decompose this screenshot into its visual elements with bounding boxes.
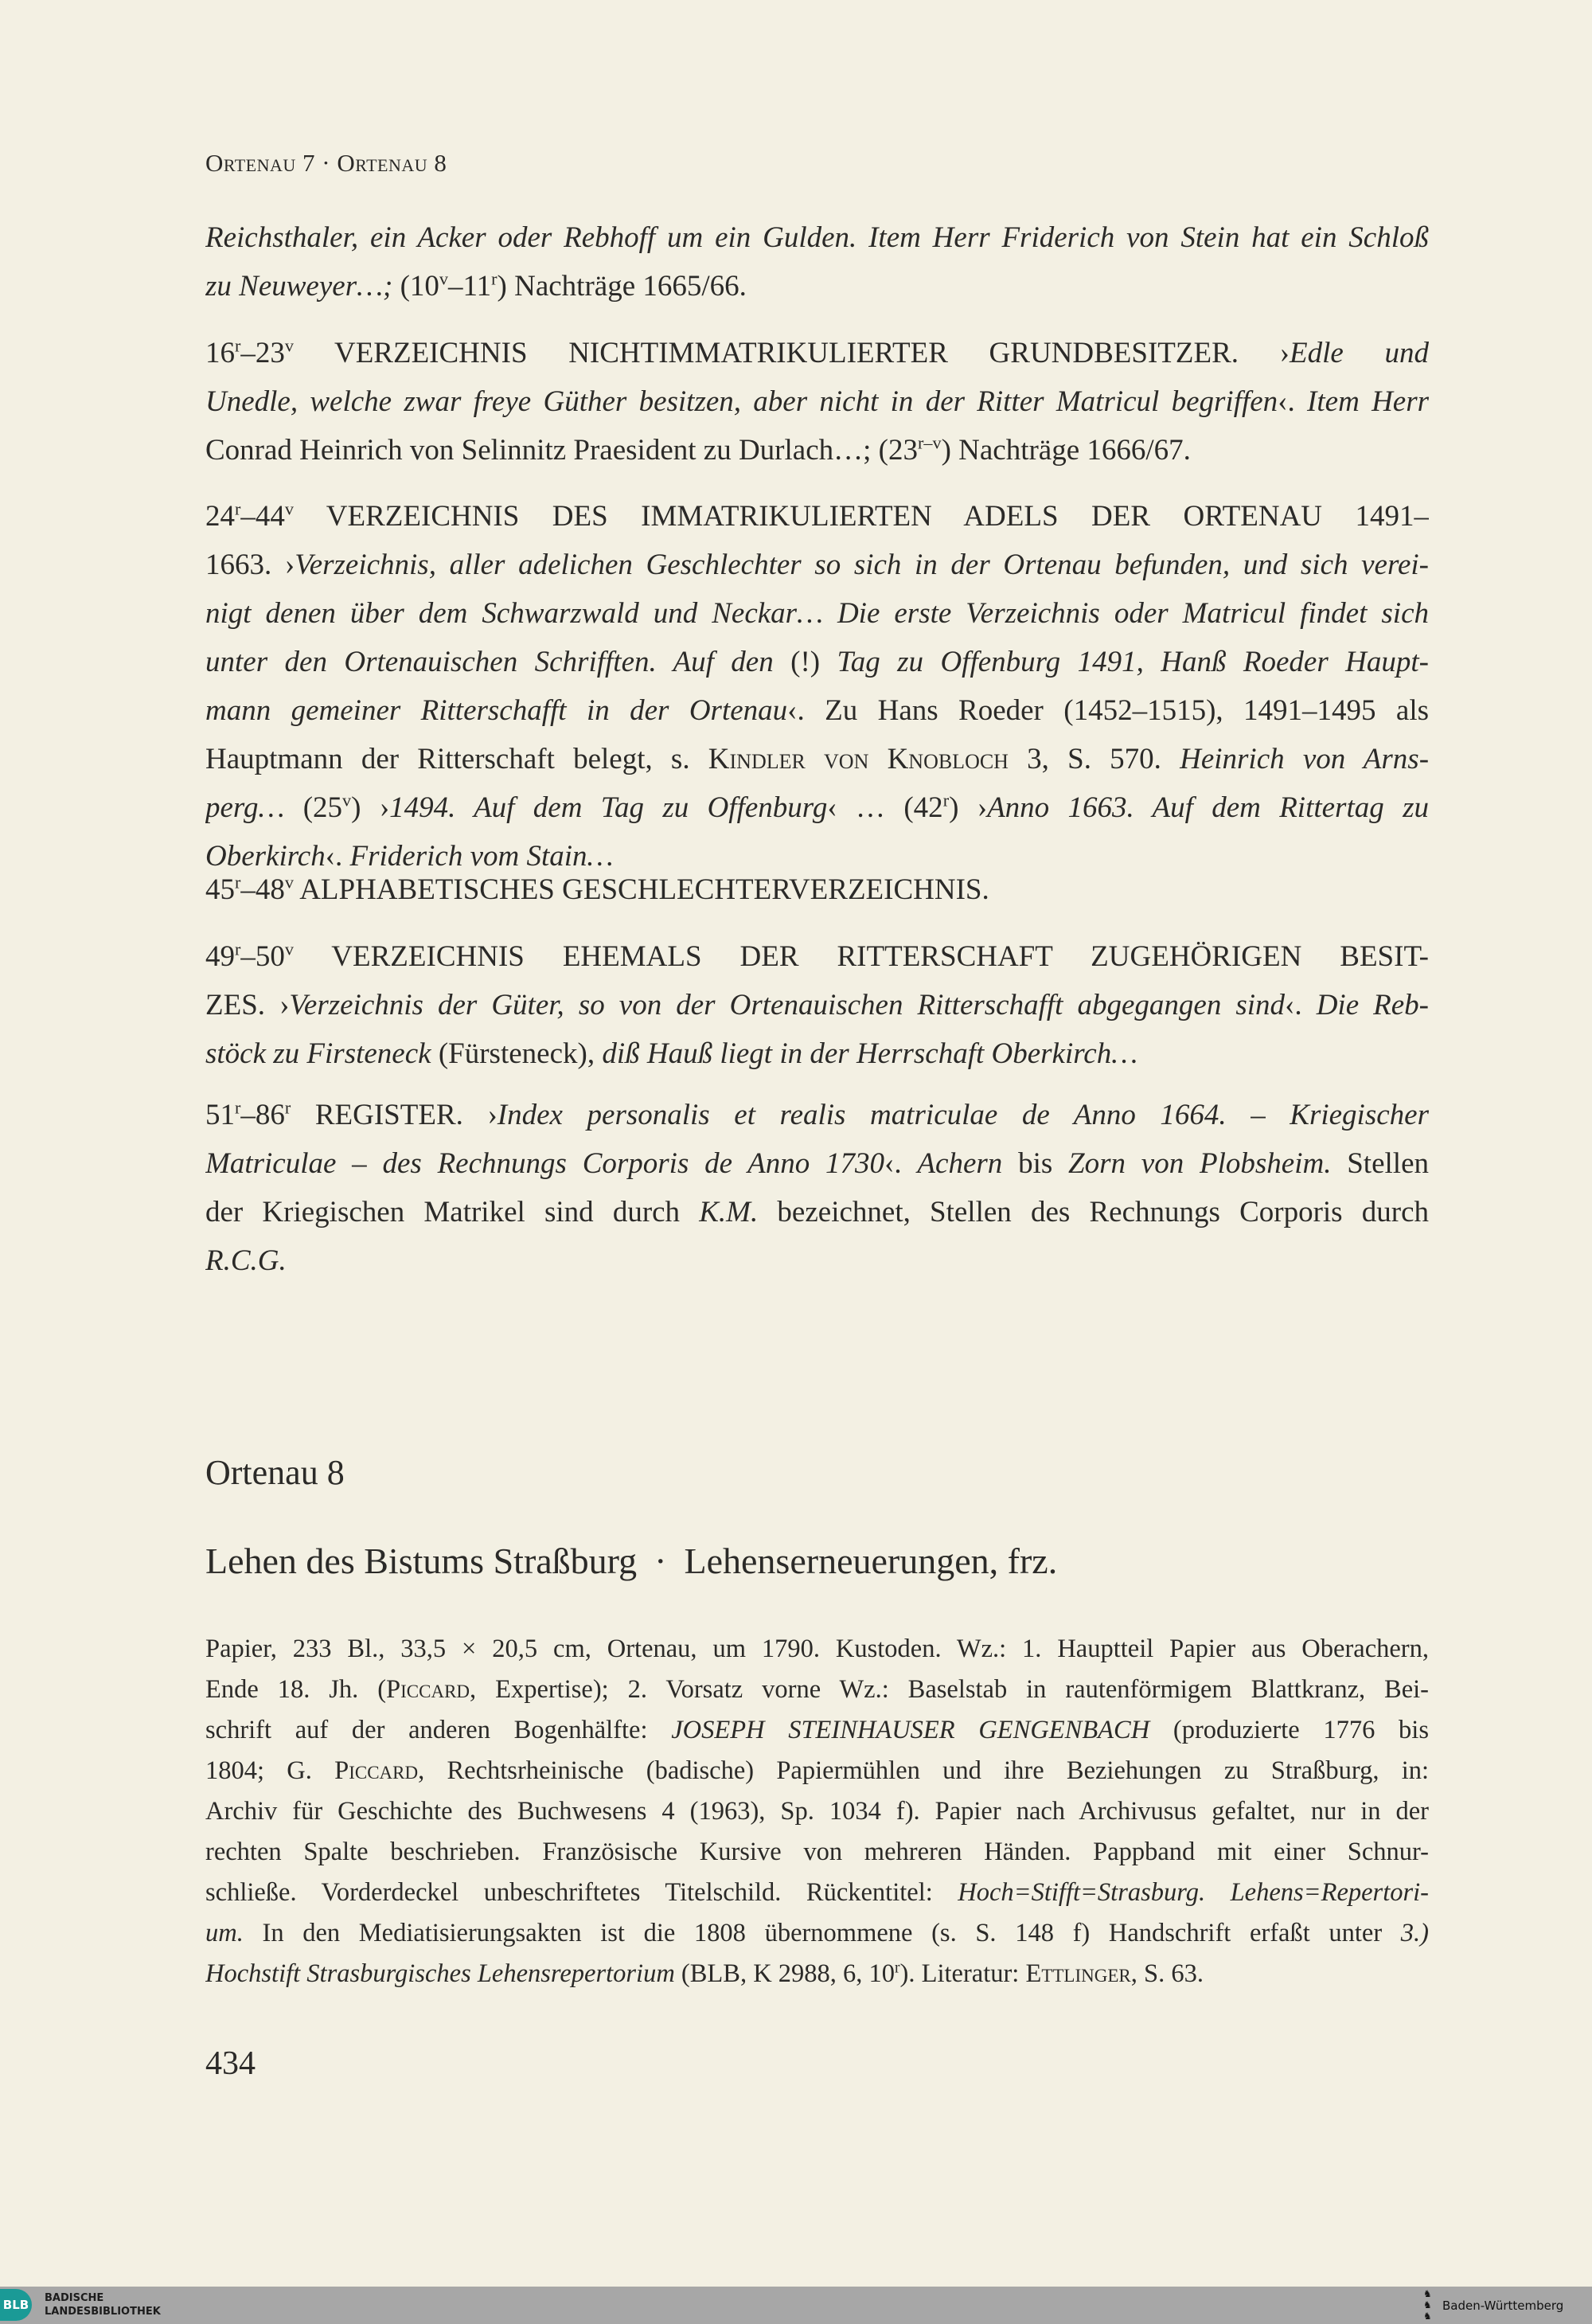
text-run: der Kriegischen Matrikel sind durch xyxy=(205,1196,700,1228)
folio-superscript: v xyxy=(284,939,294,959)
text-line xyxy=(205,1139,1429,1188)
text-run: Stellen xyxy=(1331,1147,1429,1180)
text-run: R.C.G. xyxy=(205,1244,287,1277)
text-run: Piccard xyxy=(334,1756,419,1785)
text-run: 24 xyxy=(205,500,235,533)
text-line xyxy=(205,262,1429,311)
text-run: 49 xyxy=(205,940,235,973)
text-run: schließe. Vorderdeckel unbeschriftetes Titelschild. Rückentitel: xyxy=(205,1878,958,1907)
entry-verzeichnis-ehemals-besitzes xyxy=(205,932,1429,1078)
text-run: unter den Ortenauischen Schrifften. Auf den xyxy=(205,646,774,678)
section-title xyxy=(205,1535,1429,1588)
text-run: (!) xyxy=(773,646,837,678)
folio-superscript: v xyxy=(342,790,352,810)
text-run: , S. 63. xyxy=(1130,1959,1204,1988)
text-run: VERZEICHNIS EHEMALS DER RITTERSCHAFT ZUGEHÖRIGEN BESIT- xyxy=(293,940,1429,973)
text-run: ‹. xyxy=(1285,989,1317,1021)
folio-superscript: r–v xyxy=(917,432,942,453)
text-run: Achern xyxy=(917,1147,1003,1180)
text-run: Anno 1663. Auf dem Rittertag zu xyxy=(987,791,1429,824)
text-line xyxy=(205,1710,1429,1751)
text-run: –23 xyxy=(240,337,285,369)
section-title-right: Lehenserneuerungen, frz. xyxy=(684,1541,1058,1581)
folio-superscript: r xyxy=(491,268,498,289)
page-number: 434 xyxy=(205,2045,256,2082)
entry-register xyxy=(205,1091,1429,1285)
text-run: Hauptmann der Ritterschaft belegt, s. xyxy=(205,743,708,775)
baden-wuerttemberg-logo[interactable] xyxy=(1423,2288,1590,2323)
text-line xyxy=(205,932,1429,981)
text-run: VERZEICHNIS DES IMMATRIKULIERTEN ADELS DER ORTENAU 1491– xyxy=(293,500,1429,533)
text-run: –86 xyxy=(240,1099,285,1131)
text-line xyxy=(205,638,1429,686)
text-run: ‹. xyxy=(1278,385,1308,418)
folio-superscript: r xyxy=(235,498,241,519)
text-run: zu Neuweyer…; xyxy=(205,270,393,303)
text-run: (BLB, K 2988, 6, 10 xyxy=(674,1959,896,1988)
text-run: Ettlinger xyxy=(1025,1959,1131,1988)
text-run: ‹. xyxy=(884,1147,918,1180)
text-run: rechten Spalte beschrieben. Französische Kursive von mehreren Händen. Pappband mit einer Schnur- xyxy=(205,1838,1429,1866)
text-run: Tag zu Offenburg 1491, Hanß Roeder Haupt- xyxy=(837,646,1429,678)
folio-superscript: r xyxy=(284,1097,291,1118)
text-run: –11 xyxy=(448,270,492,303)
library-name-line2: LANDESBIBLIOTHEK xyxy=(45,2306,161,2318)
text-run: , Expertise); 2. Vorsatz vorne Wz.: Baselstab in rautenförmigem Blattkranz, Bei- xyxy=(470,1675,1429,1704)
text-line xyxy=(205,329,1429,377)
text-run: ZES. › xyxy=(205,989,290,1021)
text-run: schrift auf der anderen Bogenhälfte: xyxy=(205,1716,672,1744)
text-run: bis xyxy=(1002,1147,1069,1180)
text-line xyxy=(205,1791,1429,1832)
text-line xyxy=(205,1629,1429,1670)
blb-logo[interactable]: BLB xyxy=(0,2289,32,2321)
text-run: K.M. xyxy=(699,1196,759,1228)
text-line xyxy=(205,1913,1429,1954)
text-run: um. xyxy=(205,1919,244,1947)
text-line xyxy=(205,981,1429,1029)
text-line xyxy=(205,686,1429,735)
text-line xyxy=(205,589,1429,638)
text-run: ‹. Zu Hans Roeder (1452–1515), 1491–1495 als xyxy=(787,694,1429,727)
text-run: (10 xyxy=(392,270,439,303)
text-run: 3.) xyxy=(1400,1919,1429,1947)
text-run: 45 xyxy=(205,873,235,906)
text-run: In den Mediatisierungsakten ist die 1808 übernommene (s. S. 148 f) Handschrift erfaßt unter xyxy=(243,1919,1401,1947)
text-run: ; (23 xyxy=(863,434,918,467)
library-name-line1: BADISCHE xyxy=(45,2292,104,2304)
text-run: –48 xyxy=(240,873,285,906)
text-run: Piccard xyxy=(386,1675,470,1704)
text-run: Matriculae – des Rechnungs Corporis de Anno 1730 xyxy=(205,1147,885,1180)
text-run: Reichsthaler, ein Acker oder Rebhoff um ein Gulden. Item Herr Friderich von Stein hat ein Schloß xyxy=(205,221,1429,254)
text-run: Unedle, welche zwar freye Güther besitzen, aber nicht in der Ritter Matricul begriffen xyxy=(205,385,1278,418)
text-run: (Fürsteneck), xyxy=(431,1037,603,1070)
title-separator: · xyxy=(654,1541,667,1581)
folio-superscript: v xyxy=(284,498,294,519)
text-run: mann gemeiner Ritterschafft in der Ortenau xyxy=(205,694,788,727)
text-run: Zorn von Plobsheim. xyxy=(1068,1147,1332,1180)
text-run: JOSEPH STEINHAUSER GENGENBACH xyxy=(671,1716,1150,1744)
text-run: REGISTER. › xyxy=(291,1099,498,1131)
text-line xyxy=(205,1188,1429,1236)
text-run: Index personalis et realis matriculae de Anno 1664. – Kriegischer xyxy=(497,1099,1429,1131)
text-line xyxy=(205,1236,1429,1285)
text-run: 1494. Auf dem Tag zu Offenburg xyxy=(389,791,828,824)
folio-superscript: v xyxy=(284,335,294,356)
text-line xyxy=(205,1954,1429,1994)
text-run: Conrad Heinrich von Selinnitz Praesident zu Durlach… xyxy=(205,434,864,467)
entry-verzeichnis-immatrikulierter-adel xyxy=(205,492,1429,881)
folio-superscript: r xyxy=(235,335,241,356)
text-run: ‹ … (42 xyxy=(827,791,943,824)
text-run: Archiv für Geschichte des Buchwesens 4 (1963), Sp. 1034 f). Papier nach Archivusus gefaltet, nur in der xyxy=(205,1797,1429,1826)
text-run: ) › xyxy=(949,791,988,824)
text-line xyxy=(205,541,1429,589)
text-run: Die Reb- xyxy=(1316,989,1429,1021)
text-run: Papier, 233 Bl., 33,5 × 20,5 cm, Ortenau, um 1790. Kustoden. Wz.: 1. Hauptteil Papier aus Oberachern, xyxy=(205,1635,1429,1663)
text-run: ‹. xyxy=(325,840,350,873)
text-run: bezeichnet, Stellen des Rechnungs Corporis durch xyxy=(758,1196,1429,1228)
state-name: Baden-Württemberg xyxy=(1442,2299,1564,2313)
text-run: Item Herr xyxy=(1307,385,1429,418)
text-line xyxy=(205,783,1429,832)
text-run: Hoch=Stifft=Strasburg. Lehens=Repertori- xyxy=(958,1878,1429,1907)
section-number: Ortenau 8 xyxy=(205,1453,345,1492)
text-line xyxy=(205,1670,1429,1710)
folio-superscript: r xyxy=(235,872,241,892)
text-run: 3, S. 570. xyxy=(1008,743,1180,775)
text-run: Friderich vom Stain… xyxy=(349,840,614,873)
text-run: Hochstift Strasburgisches Lehensrepertorium xyxy=(205,1959,675,1988)
text-run: Ende 18. Jh. ( xyxy=(205,1675,387,1704)
text-line xyxy=(205,1832,1429,1873)
text-run: (25 xyxy=(284,791,343,824)
text-run: Oberkirch xyxy=(205,840,326,873)
section-description xyxy=(205,1629,1429,1994)
text-line xyxy=(205,735,1429,783)
text-run: ) Nachträge 1666/67. xyxy=(941,434,1191,467)
text-line xyxy=(205,1751,1429,1791)
lions-emblem-icon: ♞ ♞ ♞ xyxy=(1423,2288,1432,2322)
folio-superscript: r xyxy=(895,1959,900,1977)
text-line xyxy=(205,865,1429,914)
text-run: ) Nachträge 1665/66. xyxy=(497,270,747,303)
section-title-left: Lehen des Bistums Straßburg xyxy=(205,1541,638,1581)
text-line xyxy=(205,213,1429,262)
folio-superscript: r xyxy=(235,1097,241,1118)
text-run: 51 xyxy=(205,1099,235,1131)
text-run: 16 xyxy=(205,337,235,369)
text-run: VERZEICHNIS NICHTIMMATRIKULIERTER GRUNDBESITZER. › xyxy=(293,337,1290,369)
text-run: –50 xyxy=(240,940,285,973)
footer-bar xyxy=(0,2287,1592,2324)
text-line xyxy=(205,426,1429,475)
text-line xyxy=(205,1873,1429,1913)
text-run: –44 xyxy=(240,500,285,533)
text-line xyxy=(205,377,1429,426)
folio-superscript: r xyxy=(235,939,241,959)
text-run: Verzeichnis der Güter, so von der Ortenauischen Ritterschafft abgegangen sind xyxy=(289,989,1286,1021)
entry-nachtraege xyxy=(205,213,1429,311)
running-head: Ortenau 7 · Ortenau 8 xyxy=(205,149,447,177)
text-run: ) › xyxy=(351,791,390,824)
text-run: Edle und xyxy=(1290,337,1429,369)
entry-alphabetisches-verzeichnis xyxy=(205,865,1429,914)
folio-superscript: v xyxy=(439,268,448,289)
text-run: Heinrich von Arns- xyxy=(1180,743,1429,775)
library-name xyxy=(45,2291,161,2318)
text-line xyxy=(205,492,1429,541)
text-run: nigt denen über dem Schwarzwald und Neckar… Die erste Verzeichnis oder Matricul findet sich xyxy=(205,597,1429,630)
text-line xyxy=(205,1029,1429,1078)
text-run: stöck zu Firsteneck xyxy=(205,1037,431,1070)
text-run: Verzeichnis, aller adelichen Geschlechter so sich in der Ortenau befunden, und sich verei- xyxy=(295,549,1429,581)
text-run: Kindler von Knobloch xyxy=(708,743,1009,775)
text-run: , Rechtsrheinische (badische) Papiermühlen und ihre Beziehungen zu Straßburg, in: xyxy=(418,1756,1429,1785)
entry-verzeichnis-nichtimmatrikulierter xyxy=(205,329,1429,475)
text-run: diß Hauß liegt in der Herrschaft Oberkirch… xyxy=(602,1037,1138,1070)
text-run: ). Literatur: xyxy=(899,1959,1026,1988)
text-line xyxy=(205,1091,1429,1139)
text-run: (produzierte 1776 bis xyxy=(1149,1716,1429,1744)
text-run: ALPHABETISCHES GESCHLECHTERVERZEICHNIS. xyxy=(293,873,989,906)
text-run: 1804; G. xyxy=(205,1756,335,1785)
text-run: 1663. › xyxy=(205,549,295,581)
folio-superscript: r xyxy=(942,790,950,810)
text-run: perg… xyxy=(205,791,285,824)
folio-superscript: v xyxy=(284,872,294,892)
